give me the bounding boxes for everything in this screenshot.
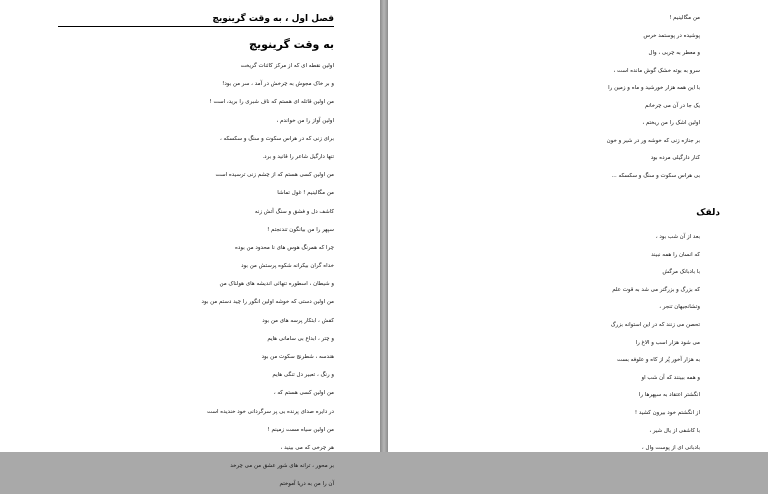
poem-line: یک جا در آن می چرخانم — [644, 102, 700, 109]
poem-line: می شود هزار اسب و الاغ را — [635, 339, 700, 346]
poem-line: تحصن می زنند که در این استوانه بزرگ — [610, 321, 700, 328]
poem-line: که بزرگ و بزرگتر می شد به قوت علم — [612, 286, 700, 293]
poem-lines-right-top — [607, 10, 700, 185]
poem-line: هندسه ، شطرنج سکوت من بود — [261, 354, 334, 360]
poem-line: من اولین دستی که خوشه اولین انگور را چید دستم من بود — [201, 299, 334, 306]
poem-line: من مگالینیم ! — [669, 15, 700, 21]
poem-line: با کاشفی از یال شیر ، — [649, 427, 700, 434]
poem-line: اولین نقطه ای که از مرکز کائنات گریخت — [240, 63, 334, 69]
poem-line: وتشانجیهان تنجر ، — [659, 304, 700, 311]
poem-line: من اولین قاتله ای هستم که ناف شبری را برید، است ! — [209, 99, 334, 106]
poem-line: در دایره صدای پرنده بی پر سرگردانی خود خندیده است — [206, 408, 334, 415]
poem-line: اولین اشک را من ریختم ، — [642, 120, 700, 126]
poem-line: هر چرخی که می بینید ، — [280, 444, 334, 451]
poem-title: به وقت گرینویچ — [249, 38, 334, 51]
poem-line: آن را من به دریا آموختم — [279, 481, 334, 488]
poem-line: بی هراس سکوت و سنگ و سکسکه ... — [611, 172, 700, 179]
poem-line: من اولین سیاه مست زمینم ! — [267, 426, 334, 433]
poem-line: چرا که همرنگ هوس های نا محدود من بوده — [235, 244, 334, 251]
chapter-header: فصل اول ، به وقت گرینویچ — [58, 14, 334, 27]
right-page — [388, 0, 768, 452]
poem-line: کاشف دل و فشق و سنگ آتش زنه — [254, 208, 334, 215]
poem-line: و رنگ ، تعبیر دل تنگی هایم — [272, 372, 334, 379]
poem-lines-right-bottom — [611, 229, 700, 458]
poem-line: و همه ببینند که آن شب او — [641, 374, 700, 381]
poem-line: و چتر ، ابداع بی سامانی هایم — [267, 335, 334, 342]
poem-line: سرو به بوته خشک گوش مانده است ، — [613, 67, 700, 74]
poem-line: سپهر را من بیانگون تندنجتم ! — [267, 226, 334, 233]
poem-line: و شیطان ، اسطوره تنهائی اندیشه های هولناک من — [219, 281, 334, 288]
poem-line: به هزار آخور پُر از کاه و علوفه بست — [617, 357, 700, 364]
poem-line: کفش ، ابتکار پرسه های من بود — [262, 317, 334, 324]
poem-line: انگشتر اعتقاد به سپهرها را — [638, 392, 700, 399]
poem-line: پوشیده در پوستمد خرس — [643, 32, 700, 39]
poem-line: اولین آواز را من خواندم ، — [276, 117, 334, 124]
poem-line: با بادبانک مرگش — [662, 269, 700, 276]
poem-line: کنار دارگیلی مرده بود — [650, 155, 700, 161]
page-divider — [380, 0, 388, 452]
left-page — [0, 0, 380, 488]
poem-line: من اولین کسی هستم که ، — [273, 390, 334, 397]
poem-line: بر جنازه زنی که خوشه ور در شیر و خون — [606, 137, 700, 144]
section-title: دلقک — [696, 208, 720, 218]
poem-line: بعد از آن شب بود ، — [655, 234, 700, 240]
poem-line: و معطر به چربی ، وال — [648, 50, 700, 56]
poem-lines-left — [202, 57, 335, 494]
poem-line: تنها دارگیل شاعر را قانید و برد. — [262, 153, 334, 160]
poem-line: که انسان را همه نبیند — [651, 251, 700, 258]
poem-line: و بر خاک مجوش به چرخش در آمد ، سر من بود! — [222, 81, 334, 88]
poem-line: با این همه هزار خورشید و ماه و زمین را — [608, 85, 700, 91]
poem-line: برای زنی که در هراس سکوت و سنگ و سکسکه ، — [220, 135, 334, 142]
poem-line: من اولین کسی هستم که از چشم زنی ترسیده است — [215, 172, 334, 179]
poem-line: خداه گران بیکرانه شکوه پرستش من بود — [241, 263, 334, 270]
poem-line: از انگشتم خود بیرون کشید ! — [634, 409, 700, 416]
poem-line: من مگالینیم ! غول تماشا — [277, 190, 334, 197]
poem-line: بر محور ، ترانه های شور عشق من می چرخد — [230, 463, 334, 470]
poem-line: بادبانی ای از پوست وال ، — [641, 445, 700, 452]
